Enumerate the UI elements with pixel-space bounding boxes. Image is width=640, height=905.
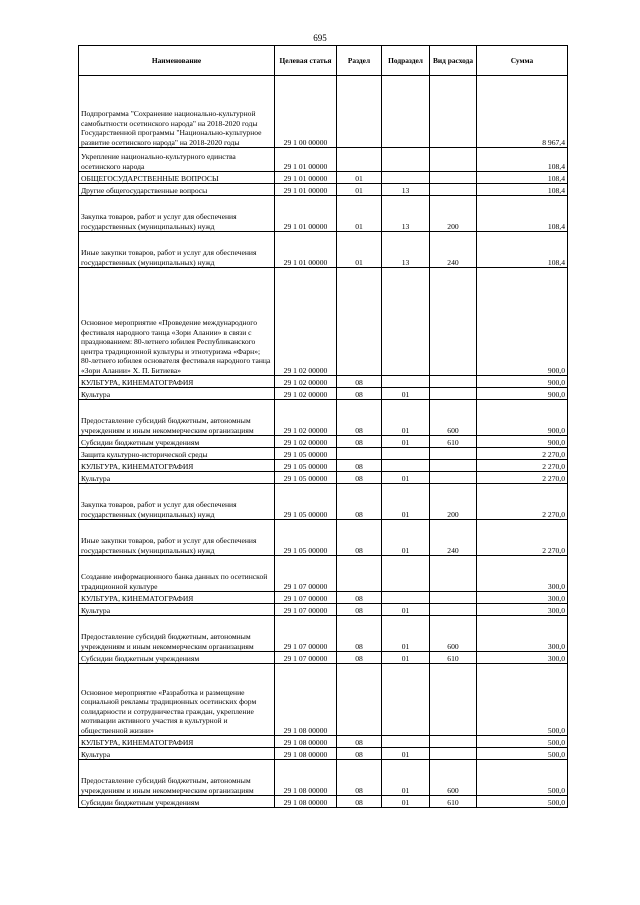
cell-amount: 300,0	[477, 616, 568, 652]
cell-name: КУЛЬТУРА, КИНЕМАТОГРАФИЯ	[79, 736, 275, 748]
cell-expense-type	[430, 472, 477, 484]
cell-target-article: 29 1 05 00000	[275, 484, 337, 520]
table-row	[79, 748, 568, 760]
cell-amount: 108,4	[477, 196, 568, 232]
cell-target-article: 29 1 07 00000	[275, 556, 337, 592]
cell-name: Подпрограмма "Сохранение национально-культурной самобытности осетинского народа" на 2018-2020 годы Государственной программы "Национально-культурное развитие осетинского народа" на 2018-2020 годы	[79, 76, 275, 148]
cell-subsection: 01	[382, 388, 430, 400]
table-row	[79, 652, 568, 664]
cell-name: Другие общегосударственные вопросы	[79, 184, 275, 196]
cell-target-article: 29 1 01 00000	[275, 172, 337, 184]
cell-subsection	[382, 448, 430, 460]
table-row	[79, 556, 568, 592]
cell-name: Субсидии бюджетным учреждениям	[79, 436, 275, 448]
cell-amount: 500,0	[477, 664, 568, 736]
cell-section: 08	[337, 604, 382, 616]
cell-section: 01	[337, 172, 382, 184]
cell-section: 01	[337, 232, 382, 268]
cell-target-article: 29 1 01 00000	[275, 148, 337, 172]
cell-amount: 900,0	[477, 436, 568, 448]
cell-expense-type	[430, 592, 477, 604]
cell-expense-type: 600	[430, 760, 477, 796]
cell-name: Предоставление субсидий бюджетным, автономным учреждениям и иным некоммерческим организациям	[79, 616, 275, 652]
cell-subsection: 01	[382, 652, 430, 664]
table-row	[79, 520, 568, 556]
cell-expense-type	[430, 388, 477, 400]
cell-section: 08	[337, 652, 382, 664]
cell-target-article: 29 1 08 00000	[275, 736, 337, 748]
cell-name: КУЛЬТУРА, КИНЕМАТОГРАФИЯ	[79, 460, 275, 472]
table-row	[79, 448, 568, 460]
cell-expense-type	[430, 172, 477, 184]
cell-amount: 8 967,4	[477, 76, 568, 148]
cell-section: 08	[337, 472, 382, 484]
cell-target-article: 29 1 07 00000	[275, 592, 337, 604]
cell-subsection	[382, 460, 430, 472]
cell-amount: 300,0	[477, 592, 568, 604]
cell-target-article: 29 1 02 00000	[275, 400, 337, 436]
table-row	[79, 616, 568, 652]
cell-expense-type: 610	[430, 436, 477, 448]
cell-name: Иные закупки товаров, работ и услуг для обеспечения государственных (муниципальных) нужд	[79, 232, 275, 268]
cell-expense-type: 600	[430, 400, 477, 436]
cell-subsection	[382, 736, 430, 748]
cell-name: Закупка товаров, работ и услуг для обеспечения государственных (муниципальных) нужд	[79, 484, 275, 520]
cell-amount: 108,4	[477, 184, 568, 196]
cell-subsection: 01	[382, 400, 430, 436]
table-row	[79, 592, 568, 604]
cell-expense-type	[430, 556, 477, 592]
cell-section	[337, 268, 382, 376]
table-row	[79, 388, 568, 400]
cell-section: 08	[337, 436, 382, 448]
cell-name: Основное мероприятие «Разработка и размещение социальной рекламы традиционных осетинских форм солидарности и сотрудничества граждан, укрепление мотивации активного участия в культурной и общественной жизни»	[79, 664, 275, 736]
cell-name: Субсидии бюджетным учреждениям	[79, 652, 275, 664]
header-amount: Сумма	[477, 46, 568, 76]
table-row	[79, 736, 568, 748]
cell-target-article: 29 1 01 00000	[275, 232, 337, 268]
header-subsection: Подраздел	[382, 46, 430, 76]
cell-target-article: 29 1 07 00000	[275, 652, 337, 664]
table-row	[79, 148, 568, 172]
cell-name: Культура	[79, 472, 275, 484]
cell-name: Иные закупки товаров, работ и услуг для обеспечения государственных (муниципальных) нужд	[79, 520, 275, 556]
table-row	[79, 172, 568, 184]
cell-subsection	[382, 268, 430, 376]
table-row	[79, 604, 568, 616]
cell-subsection: 01	[382, 484, 430, 520]
cell-target-article: 29 1 05 00000	[275, 448, 337, 460]
cell-name: Создание информационного банка данных по осетинской традиционной культуре	[79, 556, 275, 592]
table-row	[79, 232, 568, 268]
cell-name: Культура	[79, 604, 275, 616]
cell-expense-type	[430, 184, 477, 196]
cell-subsection: 01	[382, 748, 430, 760]
cell-amount: 300,0	[477, 604, 568, 616]
cell-amount: 108,4	[477, 148, 568, 172]
cell-target-article: 29 1 02 00000	[275, 268, 337, 376]
cell-subsection	[382, 376, 430, 388]
cell-amount: 2 270,0	[477, 448, 568, 460]
cell-subsection: 01	[382, 796, 430, 808]
table-body	[79, 76, 568, 808]
cell-target-article: 29 1 00 00000	[275, 76, 337, 148]
cell-section: 08	[337, 736, 382, 748]
cell-amount: 500,0	[477, 760, 568, 796]
cell-amount: 900,0	[477, 376, 568, 388]
cell-name: Закупка товаров, работ и услуг для обеспечения государственных (муниципальных) нужд	[79, 196, 275, 232]
cell-amount: 900,0	[477, 268, 568, 376]
cell-target-article: 29 1 08 00000	[275, 748, 337, 760]
cell-expense-type	[430, 376, 477, 388]
cell-subsection	[382, 76, 430, 148]
header-section: Раздел	[337, 46, 382, 76]
cell-section	[337, 148, 382, 172]
cell-target-article: 29 1 08 00000	[275, 796, 337, 808]
cell-section	[337, 664, 382, 736]
cell-expense-type: 610	[430, 652, 477, 664]
table-row	[79, 760, 568, 796]
cell-section: 08	[337, 484, 382, 520]
cell-target-article: 29 1 01 00000	[275, 184, 337, 196]
cell-expense-type: 200	[430, 484, 477, 520]
header-expense-type: Вид расхода	[430, 46, 477, 76]
cell-expense-type: 600	[430, 616, 477, 652]
cell-subsection: 01	[382, 760, 430, 796]
cell-subsection: 13	[382, 196, 430, 232]
cell-name: КУЛЬТУРА, КИНЕМАТОГРАФИЯ	[79, 376, 275, 388]
cell-amount: 500,0	[477, 796, 568, 808]
table-row	[79, 460, 568, 472]
cell-subsection	[382, 592, 430, 604]
cell-name: Укрепление национально-культурного единства осетинского народа	[79, 148, 275, 172]
cell-expense-type: 240	[430, 232, 477, 268]
cell-name: Защита культурно-исторической среды	[79, 448, 275, 460]
cell-target-article: 29 1 05 00000	[275, 472, 337, 484]
cell-target-article: 29 1 01 00000	[275, 196, 337, 232]
cell-expense-type	[430, 736, 477, 748]
cell-section: 01	[337, 184, 382, 196]
cell-subsection: 01	[382, 604, 430, 616]
cell-target-article: 29 1 05 00000	[275, 460, 337, 472]
cell-target-article: 29 1 05 00000	[275, 520, 337, 556]
cell-section: 08	[337, 760, 382, 796]
cell-name: Основное мероприятие «Проведение международного фестиваля народного танца «Зори Алании» в связи с празднованием: 80-летнего юбилея Республиканского центра традиционной культуры и этнотуризма «Фарн»; 80-летнего юбилея основателя фестиваля народного танца «Зори Алании» Х. П. Битиева»	[79, 268, 275, 376]
cell-amount: 900,0	[477, 388, 568, 400]
cell-expense-type	[430, 148, 477, 172]
cell-expense-type	[430, 460, 477, 472]
cell-section: 08	[337, 520, 382, 556]
cell-expense-type	[430, 748, 477, 760]
table-row	[79, 436, 568, 448]
cell-section	[337, 76, 382, 148]
cell-name: Культура	[79, 748, 275, 760]
cell-expense-type	[430, 448, 477, 460]
cell-subsection: 13	[382, 232, 430, 268]
cell-amount: 900,0	[477, 400, 568, 436]
cell-subsection: 01	[382, 520, 430, 556]
cell-expense-type: 240	[430, 520, 477, 556]
table-row	[79, 268, 568, 376]
cell-expense-type: 200	[430, 196, 477, 232]
table-row	[79, 196, 568, 232]
cell-expense-type	[430, 76, 477, 148]
cell-section: 08	[337, 400, 382, 436]
cell-amount: 300,0	[477, 556, 568, 592]
cell-amount: 108,4	[477, 172, 568, 184]
cell-subsection: 01	[382, 436, 430, 448]
cell-section: 08	[337, 748, 382, 760]
cell-subsection	[382, 148, 430, 172]
table-header-row	[79, 46, 568, 76]
cell-target-article: 29 1 07 00000	[275, 604, 337, 616]
cell-section: 01	[337, 196, 382, 232]
cell-subsection	[382, 172, 430, 184]
cell-subsection	[382, 664, 430, 736]
cell-amount: 2 270,0	[477, 520, 568, 556]
cell-amount: 300,0	[477, 652, 568, 664]
cell-subsection: 13	[382, 184, 430, 196]
cell-amount: 108,4	[477, 232, 568, 268]
cell-amount: 2 270,0	[477, 484, 568, 520]
table-row	[79, 376, 568, 388]
cell-expense-type	[430, 604, 477, 616]
cell-subsection: 01	[382, 472, 430, 484]
cell-name: Предоставление субсидий бюджетным, автономным учреждениям и иным некоммерческим организациям	[79, 760, 275, 796]
cell-name: Культура	[79, 388, 275, 400]
cell-target-article: 29 1 02 00000	[275, 388, 337, 400]
cell-target-article: 29 1 02 00000	[275, 376, 337, 388]
cell-expense-type	[430, 268, 477, 376]
cell-section: 08	[337, 460, 382, 472]
page-number: 695	[313, 33, 327, 43]
cell-name: Субсидии бюджетным учреждениям	[79, 796, 275, 808]
cell-section: 08	[337, 376, 382, 388]
table-row	[79, 184, 568, 196]
cell-subsection: 01	[382, 616, 430, 652]
cell-target-article: 29 1 02 00000	[275, 436, 337, 448]
cell-section: 08	[337, 616, 382, 652]
cell-expense-type: 610	[430, 796, 477, 808]
cell-amount: 500,0	[477, 748, 568, 760]
cell-name: Предоставление субсидий бюджетным, автономным учреждениям и иным некоммерческим организациям	[79, 400, 275, 436]
cell-amount: 2 270,0	[477, 472, 568, 484]
table-row	[79, 664, 568, 736]
cell-section	[337, 448, 382, 460]
budget-table	[78, 45, 568, 808]
cell-target-article: 29 1 08 00000	[275, 760, 337, 796]
cell-amount: 500,0	[477, 736, 568, 748]
cell-section: 08	[337, 592, 382, 604]
cell-target-article: 29 1 07 00000	[275, 616, 337, 652]
cell-amount: 2 270,0	[477, 460, 568, 472]
cell-expense-type	[430, 664, 477, 736]
cell-subsection	[382, 556, 430, 592]
table-row	[79, 796, 568, 808]
cell-section	[337, 556, 382, 592]
header-name: Наименование	[79, 46, 275, 76]
header-target-article: Целевая статья	[275, 46, 337, 76]
table-row	[79, 484, 568, 520]
cell-section: 08	[337, 388, 382, 400]
cell-name: КУЛЬТУРА, КИНЕМАТОГРАФИЯ	[79, 592, 275, 604]
table-row	[79, 472, 568, 484]
cell-name: ОБЩЕГОСУДАРСТВЕННЫЕ ВОПРОСЫ	[79, 172, 275, 184]
table-row	[79, 400, 568, 436]
table-row	[79, 76, 568, 148]
cell-target-article: 29 1 08 00000	[275, 664, 337, 736]
cell-section: 08	[337, 796, 382, 808]
